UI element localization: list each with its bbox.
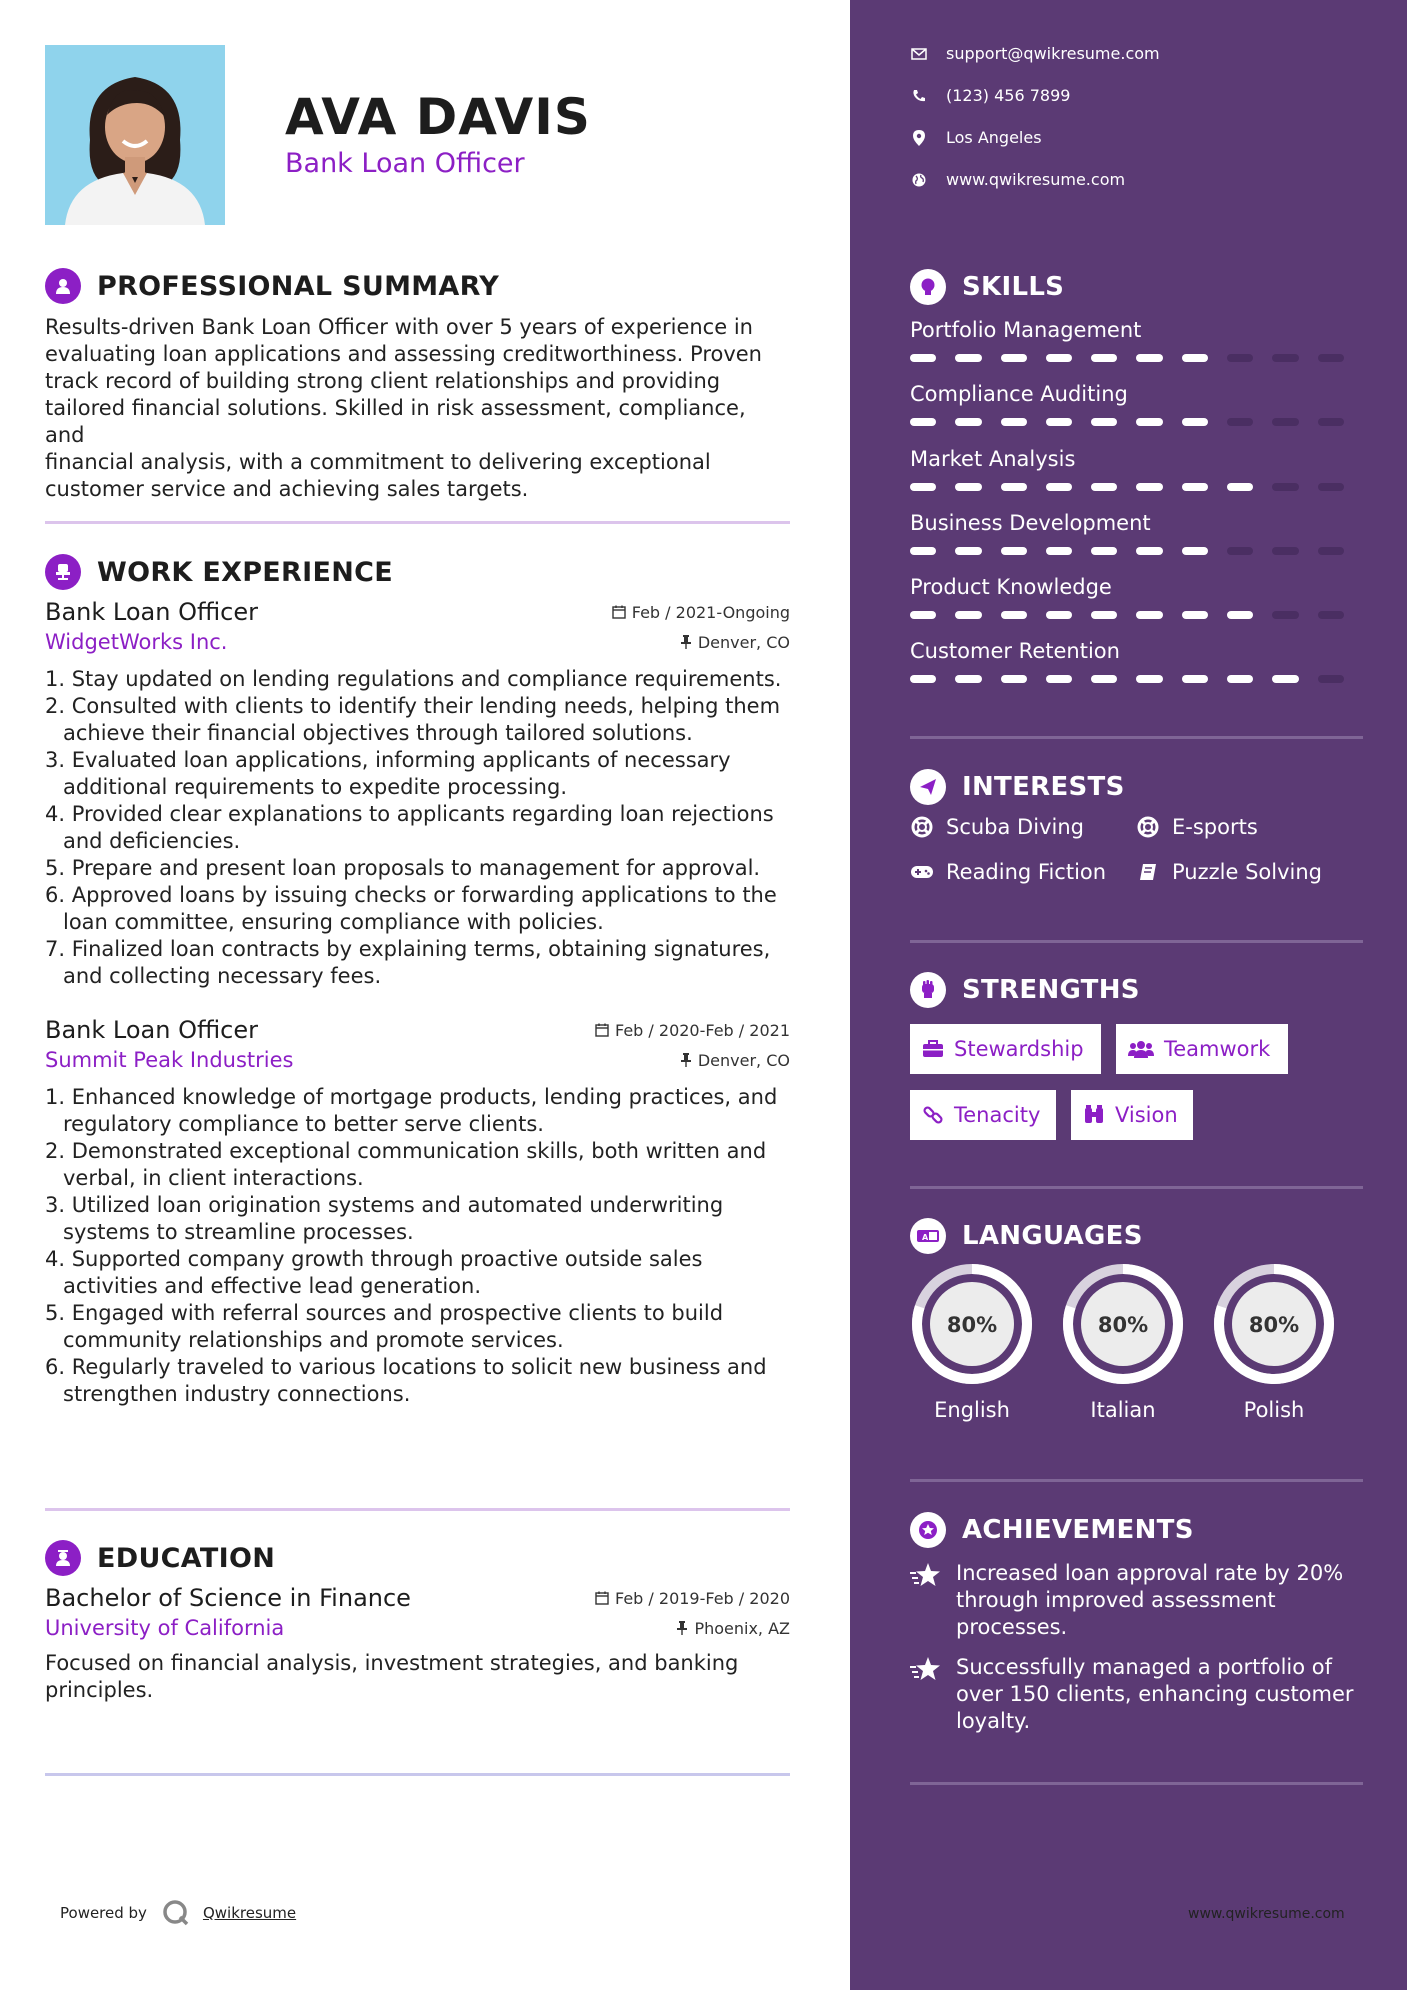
contact-phone[interactable]: (123) 456 7899 (910, 86, 1070, 105)
skill-level-segment (1136, 547, 1162, 555)
strength-badge: Teamwork (1116, 1024, 1288, 1074)
skill-level-segment (1182, 675, 1208, 683)
skill-level-segment (1227, 611, 1253, 619)
skill-level-segment (1318, 611, 1344, 619)
skill-level-segment (1227, 354, 1253, 362)
calendar-icon (595, 1591, 609, 1605)
school: University of California (45, 1616, 285, 1640)
skill-level-segment (1091, 418, 1117, 426)
pin-icon (676, 1621, 688, 1635)
list-item: 5. Prepare and present loan proposals to management for approval. (45, 856, 761, 880)
experience-heading: WORK EXPERIENCE (97, 556, 393, 588)
calendar-icon (612, 605, 626, 619)
language-percent: 80% (1097, 1313, 1149, 1337)
list-item: 2. Consulted with clients to identify their lending needs, helping them achieve their financial objectives through tailored solutions. (45, 694, 781, 745)
job-location: Denver, CO (680, 1051, 790, 1070)
briefcase-icon (922, 1040, 944, 1058)
job-dates: Feb / 2021-Ongoing (612, 603, 790, 622)
map-marker-icon (910, 129, 928, 147)
section-divider (910, 1479, 1363, 1482)
list-item: 6. Regularly traveled to various locations to solicit new business and strengthen industry connections. (45, 1355, 767, 1406)
skills-heading: SKILLS (962, 272, 1065, 302)
star-badge-icon (910, 1512, 946, 1548)
pin-icon (680, 1053, 692, 1067)
languages-heading: LANGUAGES (962, 1221, 1143, 1251)
skill-level-segment (1227, 675, 1253, 683)
section-divider (45, 521, 790, 524)
skill-item (910, 639, 1363, 683)
skill-level-segment (1272, 611, 1298, 619)
list-item: 1. Enhanced knowledge of mortgage products, lending practices, and regulatory compliance to better serve clients. (45, 1085, 778, 1136)
job-dates: Feb / 2020-Feb / 2021 (595, 1021, 790, 1040)
list-item: 1. Stay updated on lending regulations and compliance requirements. (45, 667, 782, 691)
job-location: Denver, CO (680, 633, 790, 652)
sidebar (850, 0, 1407, 1990)
list-item: 4. Supported company growth through proactive outside sales activities and effective lead generation. (45, 1247, 703, 1298)
footer-website[interactable]: www.qwikresume.com (1188, 1906, 1345, 1922)
skill-level-bar (910, 547, 1363, 555)
skill-level-segment (1091, 675, 1117, 683)
skill-item (910, 575, 1363, 619)
list-item: 4. Provided clear explanations to applicants regarding loan rejections and deficiencies. (45, 802, 774, 853)
strength-badge: Vision (1071, 1090, 1193, 1140)
achievement-item: Increased loan approval rate by 20% through improved assessment processes. (910, 1560, 1363, 1641)
skill-level-segment (1136, 675, 1162, 683)
skill-item (910, 447, 1363, 491)
experience-section (45, 552, 790, 1408)
language-name: Italian (1090, 1398, 1156, 1422)
skill-name: Compliance Auditing (910, 382, 1128, 406)
skill-level-segment (1182, 354, 1208, 362)
footer-powered-by (60, 1898, 296, 1928)
interest-item: Puzzle Solving (1136, 860, 1322, 884)
life-ring-icon (1136, 815, 1160, 839)
contact-email[interactable]: support@qwikresume.com (910, 44, 1160, 63)
skill-level-segment (1046, 675, 1072, 683)
summary-text: Results-driven Bank Loan Officer with over 5 years of experience in evaluating loan applications and assessing creditworthiness. Proven track record of building strong client relationships and providing tailored financial solutions. Skilled in risk assessment, compliance, and financial analysis, with a commitment to delivering exceptional customer service and achieving sales targets. (45, 315, 762, 501)
contact-website[interactable]: www.qwikresume.com (910, 170, 1125, 189)
list-item: 5. Engaged with referral sources and prospective clients to build community relationships and promote services. (45, 1301, 724, 1352)
skill-level-segment (955, 483, 981, 491)
candidate-name: AVA DAVIS (285, 88, 591, 146)
skill-level-segment (1091, 483, 1117, 491)
language-item (1061, 1262, 1185, 1422)
skill-level-segment (1182, 418, 1208, 426)
skill-level-segment (1272, 675, 1298, 683)
section-divider (910, 1782, 1363, 1785)
contact-location: Los Angeles (910, 128, 1042, 147)
skill-level-segment (910, 483, 936, 491)
skill-level-bar (910, 483, 1363, 491)
interests-header (910, 768, 1125, 806)
skill-name: Portfolio Management (910, 318, 1142, 342)
list-item: 3. Evaluated loan applications, informing applicants of necessary additional requirements to expedite processing. (45, 748, 731, 799)
strength-badge: Tenacity (910, 1090, 1056, 1140)
skill-level-segment (1182, 547, 1208, 555)
skill-name: Product Knowledge (910, 575, 1112, 599)
gamepad-icon (910, 860, 934, 884)
link-icon (922, 1104, 944, 1126)
job-entry (45, 1016, 790, 1408)
education-entry (45, 1584, 790, 1704)
svg-text:A: A (922, 1233, 929, 1242)
skill-level-bar (910, 611, 1363, 619)
user-icon (45, 268, 81, 304)
languages-header (910, 1217, 1143, 1255)
section-divider (45, 1773, 790, 1776)
skill-level-segment (1136, 611, 1162, 619)
powered-by-label: Powered by (60, 1904, 147, 1922)
education-description: Focused on financial analysis, investment strategies, and banking principles. (45, 1651, 739, 1702)
pin-icon (680, 635, 692, 649)
section-divider (910, 1186, 1363, 1189)
skill-level-segment (1091, 547, 1117, 555)
language-name: Polish (1243, 1398, 1305, 1422)
skill-level-segment (955, 675, 981, 683)
skill-level-segment (910, 611, 936, 619)
skill-level-segment (910, 354, 936, 362)
users-icon (1128, 1040, 1154, 1058)
skill-level-bar (910, 675, 1363, 683)
candidate-title: Bank Loan Officer (285, 148, 525, 179)
skill-level-segment (1001, 675, 1027, 683)
skill-name: Market Analysis (910, 447, 1076, 471)
strengths-header (910, 971, 1140, 1009)
globe-icon (910, 171, 928, 189)
fist-icon (910, 972, 946, 1008)
profile-photo (45, 45, 225, 225)
list-item: 2. Demonstrated exceptional communication skills, both written and verbal, in client interactions. (45, 1139, 767, 1190)
envelope-icon (910, 45, 928, 63)
responsibility-list (45, 1084, 790, 1408)
language-item (910, 1262, 1034, 1422)
graduate-icon (45, 1540, 81, 1576)
skill-item (910, 382, 1363, 426)
interest-item: Scuba Diving (910, 815, 1084, 839)
skill-level-segment (1046, 547, 1072, 555)
language-progress-ring (1212, 1262, 1336, 1386)
achievements-heading: ACHIEVEMENTS (962, 1515, 1194, 1545)
skill-level-segment (1318, 418, 1344, 426)
skill-level-segment (1318, 547, 1344, 555)
skill-level-bar (910, 354, 1363, 362)
skill-item (910, 318, 1363, 362)
skill-level-segment (1001, 611, 1027, 619)
education-section (45, 1538, 790, 1704)
paper-plane-icon (910, 769, 946, 805)
interest-item: Reading Fiction (910, 860, 1106, 884)
star-icon (910, 1654, 942, 1735)
job-entry (45, 598, 790, 990)
skill-level-segment (1001, 483, 1027, 491)
skill-level-segment (1318, 675, 1344, 683)
language-percent: 80% (1248, 1313, 1300, 1337)
skill-level-segment (1272, 354, 1298, 362)
skill-name: Business Development (910, 511, 1151, 535)
language-item (1212, 1262, 1336, 1422)
education-dates: Feb / 2019-Feb / 2020 (595, 1589, 790, 1608)
lightbulb-icon (910, 269, 946, 305)
skill-level-segment (910, 547, 936, 555)
skill-level-segment (1136, 418, 1162, 426)
skill-level-segment (1272, 483, 1298, 491)
skill-level-segment (1001, 418, 1027, 426)
language-percent: 80% (946, 1313, 998, 1337)
life-ring-icon (910, 815, 934, 839)
phone-icon (910, 87, 928, 105)
skill-level-segment (1318, 483, 1344, 491)
skill-level-segment (1001, 354, 1027, 362)
book-icon (1136, 860, 1160, 884)
skill-level-segment (1136, 354, 1162, 362)
list-item: 3. Utilized loan origination systems and automated underwriting systems to streamline processes. (45, 1193, 724, 1244)
skill-level-segment (1046, 611, 1072, 619)
skill-level-segment (1227, 547, 1253, 555)
skill-level-segment (1182, 611, 1208, 619)
job-title: Bank Loan Officer (45, 1016, 259, 1044)
skill-level-segment (1272, 418, 1298, 426)
list-item: 7. Finalized loan contracts by explaining terms, obtaining signatures, and collecting necessary fees. (45, 937, 771, 988)
job-company: WidgetWorks Inc. (45, 630, 228, 654)
summary-section (45, 266, 790, 503)
achievement-item: Successfully managed a portfolio of over 150 clients, enhancing customer loyalty. (910, 1654, 1363, 1735)
strengths-heading: STRENGTHS (962, 975, 1140, 1005)
calendar-icon (595, 1023, 609, 1037)
interest-item: E-sports (1136, 815, 1258, 839)
responsibility-list (45, 666, 790, 990)
degree: Bachelor of Science in Finance (45, 1584, 411, 1612)
strength-badge: Stewardship (910, 1024, 1101, 1074)
language-progress-ring (1061, 1262, 1185, 1386)
skills-header (910, 268, 1064, 306)
language-progress-ring (910, 1262, 1034, 1386)
language-name: English (934, 1398, 1010, 1422)
skill-level-segment (1318, 354, 1344, 362)
education-location: Phoenix, AZ (676, 1619, 790, 1638)
list-item: 6. Approved loans by issuing checks or forwarding applications to the loan committee, ensuring compliance with policies. (45, 883, 777, 934)
skill-level-segment (955, 547, 981, 555)
skill-level-segment (955, 354, 981, 362)
skill-level-segment (1046, 418, 1072, 426)
section-divider (910, 940, 1363, 943)
skill-level-bar (910, 418, 1363, 426)
skill-level-segment (1227, 418, 1253, 426)
education-heading: EDUCATION (97, 1542, 276, 1574)
summary-heading: PROFESSIONAL SUMMARY (97, 270, 500, 302)
skill-level-segment (1272, 547, 1298, 555)
skill-level-segment (910, 675, 936, 683)
job-title: Bank Loan Officer (45, 598, 259, 626)
language-icon (910, 1218, 946, 1254)
skill-level-segment (955, 418, 981, 426)
skill-level-segment (1136, 483, 1162, 491)
skill-level-segment (1091, 354, 1117, 362)
achievements-header (910, 1511, 1194, 1549)
skill-level-segment (1046, 354, 1072, 362)
skill-level-segment (1091, 611, 1117, 619)
chair-icon (45, 554, 81, 590)
star-icon (910, 1560, 942, 1641)
section-divider (910, 736, 1363, 739)
interests-heading: INTERESTS (962, 772, 1125, 802)
skill-level-segment (1182, 483, 1208, 491)
skill-level-segment (1227, 483, 1253, 491)
skill-level-segment (1001, 547, 1027, 555)
qwikresume-link[interactable]: Qwikresume (202, 1904, 297, 1922)
qwikresume-logo-icon (161, 1898, 191, 1928)
section-divider (45, 1508, 790, 1511)
skill-level-segment (955, 611, 981, 619)
skill-level-segment (1046, 483, 1072, 491)
job-company: Summit Peak Industries (45, 1048, 294, 1072)
binoculars-icon (1083, 1105, 1105, 1125)
skill-item (910, 511, 1363, 555)
skill-level-segment (910, 418, 936, 426)
skill-name: Customer Retention (910, 639, 1120, 663)
